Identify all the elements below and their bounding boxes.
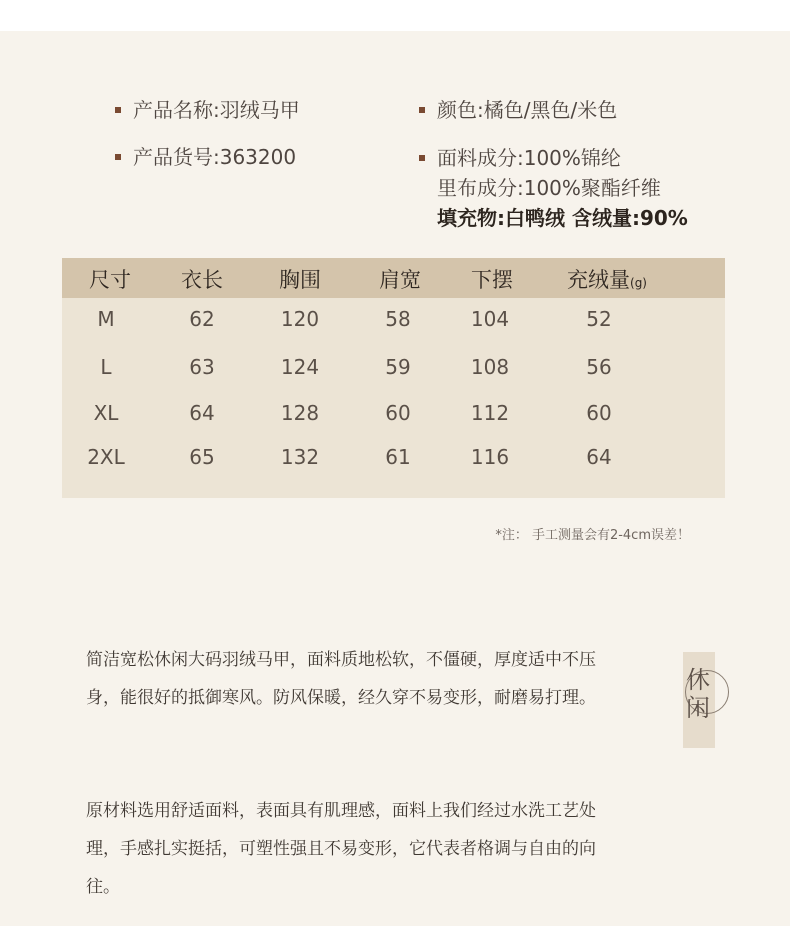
table-cell: 56	[586, 355, 612, 379]
table-cell: 128	[280, 401, 320, 425]
table-cell: 52	[586, 307, 612, 331]
measurement-note: *注： 手工测量会有2-4cm误差！	[495, 528, 690, 543]
seal-char: 休	[686, 666, 710, 694]
table-cell: 60	[586, 401, 612, 425]
spec-filling: 填充物:白鸭绒 含绒量:90%	[437, 206, 688, 230]
description-paragraph: 简洁宽松休闲大码羽绒马甲，面料质地松软，不僵硬，厚度适中不压身，能很好的抵御寒风。防风保暖，经久穿不易变形，耐磨易打理。	[86, 650, 596, 708]
size-label: M	[97, 307, 115, 331]
header-shoulder: 肩宽	[379, 268, 421, 292]
table-cell: 65	[189, 445, 215, 469]
table-cell: 64	[189, 401, 215, 425]
header-chest: 胸围	[279, 268, 321, 292]
header-hem: 下摆	[471, 268, 513, 292]
spec-lining: 里布成分:100%聚酯纤维	[437, 176, 661, 200]
bullet-icon	[115, 154, 121, 160]
table-cell: 64	[586, 445, 612, 469]
table-cell: 108	[470, 355, 510, 379]
table-cell: 60	[385, 401, 411, 425]
size-label: XL	[93, 401, 119, 425]
table-cell: 63	[189, 355, 215, 379]
table-cell: 62	[189, 307, 215, 331]
seal-char: 闲	[686, 694, 710, 722]
table-cell: 116	[470, 445, 510, 469]
size-table-header	[62, 258, 725, 298]
description-paragraph: 原材料选用舒适面料，表面具有肌理感，面料上我们经过水洗工艺处理，手感扎实挺括，可塑性强且不易变形，它代表者格调与自由的向往。	[86, 801, 596, 897]
table-cell: 61	[385, 445, 411, 469]
spec-materials: 面料成分:100%锦纶 里布成分:100%聚酯纤维 填充物:白鸭绒 含绒量:90%	[419, 143, 688, 233]
header-down-fill: 充绒量(g)	[567, 268, 647, 292]
size-label: 2XL	[87, 445, 125, 469]
table-cell: 120	[280, 307, 320, 331]
table-cell: 112	[470, 401, 510, 425]
header-unit: (g)	[630, 276, 647, 290]
table-cell: 58	[385, 307, 411, 331]
size-table	[62, 258, 725, 498]
bullet-icon	[419, 155, 425, 161]
header-length: 衣长	[181, 268, 223, 292]
spec-color: 颜色:橘色/黑色/米色	[419, 95, 617, 125]
table-cell: 59	[385, 355, 411, 379]
table-cell: 124	[280, 355, 320, 379]
leisure-seal-logo	[683, 652, 715, 748]
bullet-icon	[419, 107, 425, 113]
size-label: L	[100, 355, 112, 379]
bullet-icon	[115, 107, 121, 113]
header-size: 尺寸	[89, 268, 131, 292]
table-cell: 132	[280, 445, 320, 469]
table-cell: 104	[470, 307, 510, 331]
spec-product-name: 产品名称:羽绒马甲	[115, 95, 300, 125]
spec-product-code: 产品货号:363200	[115, 142, 296, 172]
